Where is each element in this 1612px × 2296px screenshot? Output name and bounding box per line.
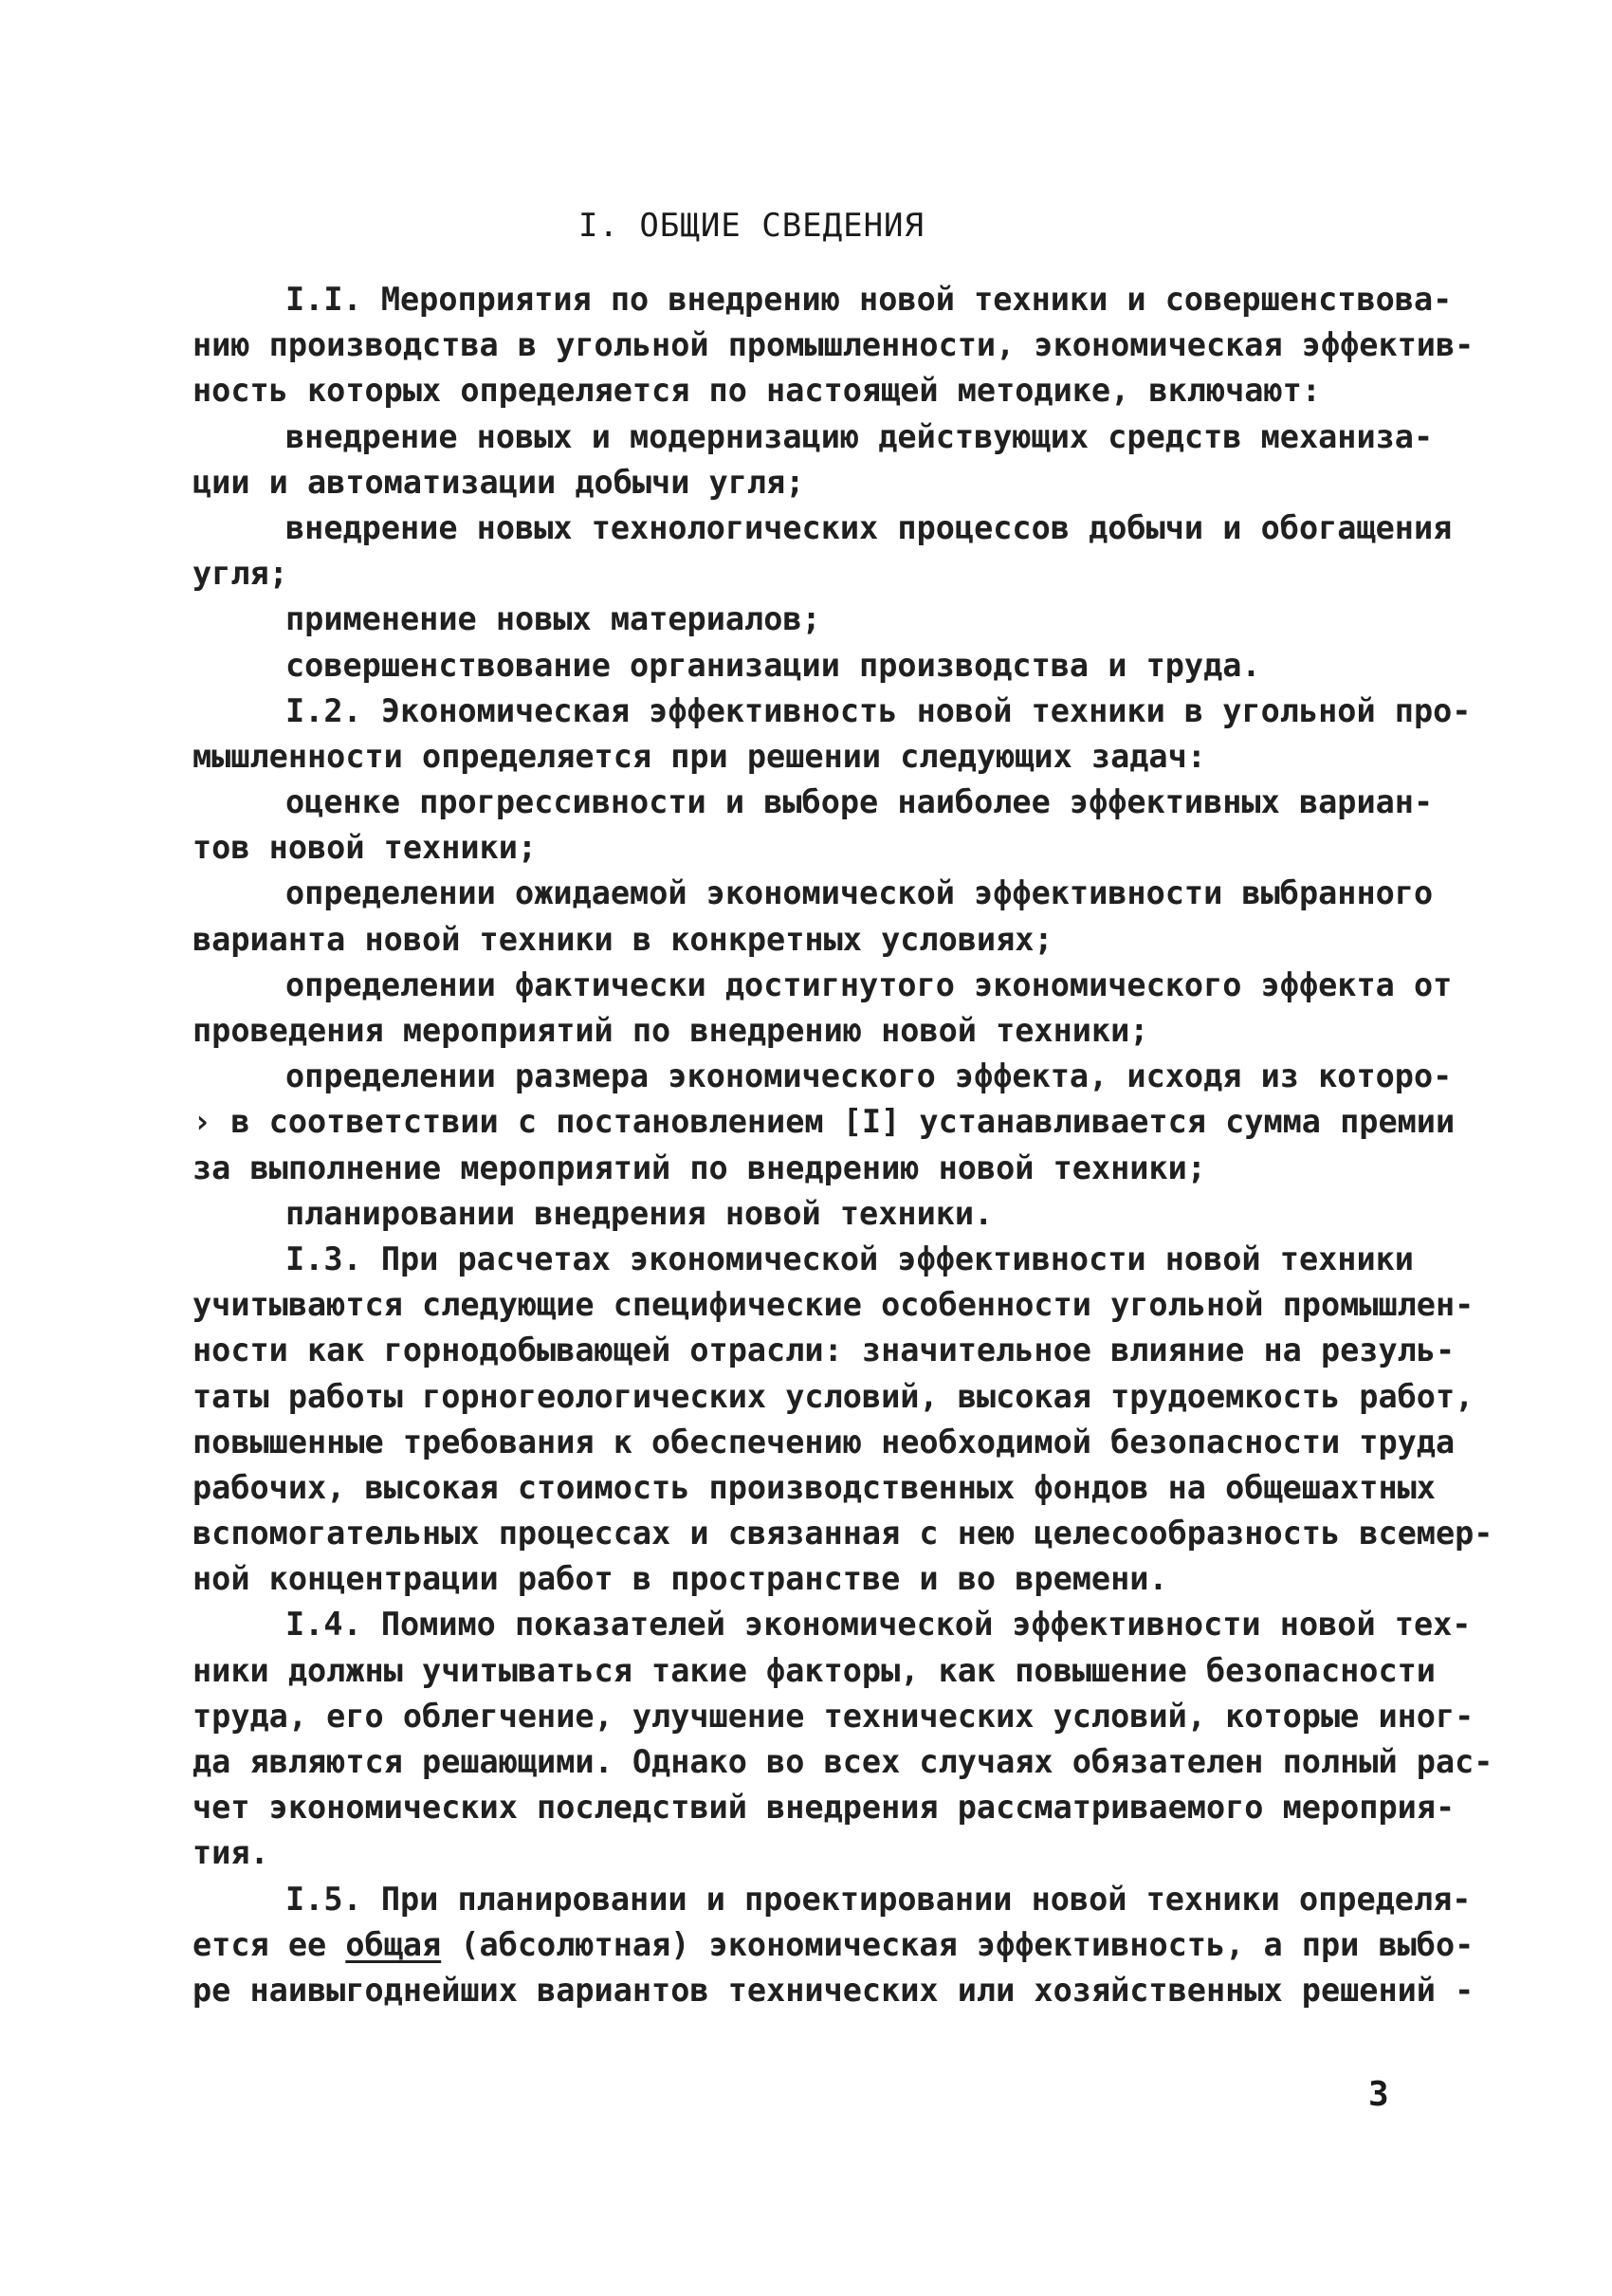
paragraph-1-5-line-2 xyxy=(192,1922,1475,1968)
list-item-technology-line-2: угля; xyxy=(192,555,288,593)
list-item-bonus-line-1: определении размера экономического эффекта, исходя из которо- xyxy=(285,1057,1453,1095)
list-item-bonus-line-2: › в соответствии с постановлением [I] устанавливается сумма премии xyxy=(192,1103,1456,1141)
paragraph-1-2-line-2: мышленности определяется при решении следующих задач: xyxy=(192,737,1206,775)
paragraph-1-1-line-2: нию производства в угольной промышленности, экономическая эффектив- xyxy=(192,326,1475,364)
body-text xyxy=(192,277,1493,2013)
paragraph-1-3-line-8: ной концентрации работ в пространстве и во времени. xyxy=(192,1560,1168,1598)
list-item-planning: планировании внедрения новой техники. xyxy=(285,1194,994,1232)
paragraph-1-3-line-2: учитываются следующие специфические особенности угольной промышлен- xyxy=(192,1286,1475,1324)
paragraph-1-5-line-3: ре наивыгоднейших вариантов технических или хозяйственных решений - xyxy=(192,1971,1475,2009)
section-title: I. ОБЩИЕ СВЕДЕНИЯ xyxy=(578,207,925,245)
list-item-mechanization-line-1: внедрение новых и модернизацию действующих средств механиза- xyxy=(285,417,1434,455)
list-item-organization: совершенствование организации производства и труда. xyxy=(285,646,1261,684)
paragraph-1-3-line-4: таты работы горногеологических условий, высокая трудоемкость работ, xyxy=(192,1377,1475,1415)
paragraph-1-4-line-2: ники должны учитываться такие факторы, как повышение безопасности xyxy=(192,1651,1436,1689)
paragraph-1-5-line-2-start: ется ее xyxy=(192,1925,346,1963)
page-number: 3 xyxy=(1368,2075,1389,2114)
list-item-assessment-line-1: оценке прогрессивности и выборе наиболее эффективных вариан- xyxy=(285,783,1434,821)
list-item-mechanization-line-2: ции и автоматизации добычи угля; xyxy=(192,463,805,501)
paragraph-1-3-line-3: ности как горнодобывающей отрасли: значительное влияние на резуль- xyxy=(192,1332,1456,1369)
list-item-materials: применение новых материалов; xyxy=(285,600,821,638)
list-item-technology-line-1: внедрение новых технологических процессов добычи и обогащения xyxy=(285,508,1453,546)
paragraph-1-5-line-1: I.5. При планировании и проектировании новой техники определя- xyxy=(285,1880,1472,1918)
paragraph-1-3-line-6: рабочих, высокая стоимость производственных фондов на общешахтных xyxy=(192,1468,1436,1506)
paragraph-1-4-line-5: чет экономических последствий внедрения рассматриваемого мероприя- xyxy=(192,1789,1456,1827)
paragraph-1-4-line-1: I.4. Помимо показателей экономической эффективности новой тех- xyxy=(285,1606,1472,1644)
paragraph-1-3-line-5: повышенные требования к обеспечению необходимой безопасности труда xyxy=(192,1423,1456,1460)
list-item-bonus-line-3: за выполнение мероприятий по внедрению новой техники; xyxy=(192,1148,1206,1186)
paragraph-1-1-line-3: ность которых определяется по настоящей методике, включают: xyxy=(192,372,1321,410)
paragraph-1-2-line-1: I.2. Экономическая эффективность новой техники в угольной про- xyxy=(285,691,1472,729)
list-item-actual-effect-line-1: определении фактически достигнутого экономического эффекта от xyxy=(285,965,1453,1003)
underlined-word-general: общая xyxy=(345,1925,442,1963)
paragraph-1-3-line-1: I.3. При расчетах экономической эффективности новой техники xyxy=(285,1240,1414,1277)
paragraph-1-4-line-4: да являются решающими. Однако во всех случаях обязателен полный рас- xyxy=(192,1743,1493,1780)
paragraph-1-4-line-3: труда, его облегчение, улучшение технических условий, которые иног- xyxy=(192,1697,1475,1735)
paragraph-1-1-line-1: I.I. Мероприятия по внедрению новой техники и совершенствова- xyxy=(285,281,1453,318)
paragraph-1-3-line-7: вспомогательных процессах и связанная с нею целесообразность всемер- xyxy=(192,1515,1493,1552)
paragraph-1-4-line-6: тия. xyxy=(192,1834,269,1872)
list-item-assessment-line-2: тов новой техники; xyxy=(192,829,538,867)
list-item-expected-effect-line-2: варианта новой техники в конкретных условиях; xyxy=(192,920,1053,958)
paragraph-1-5-line-2-end: (абсолютная) экономическая эффективность, а при выбо- xyxy=(441,1925,1475,1963)
list-item-actual-effect-line-2: проведения мероприятий по внедрению новой техники; xyxy=(192,1012,1149,1049)
list-item-expected-effect-line-1: определении ожидаемой экономической эффективности выбранного xyxy=(285,874,1434,912)
